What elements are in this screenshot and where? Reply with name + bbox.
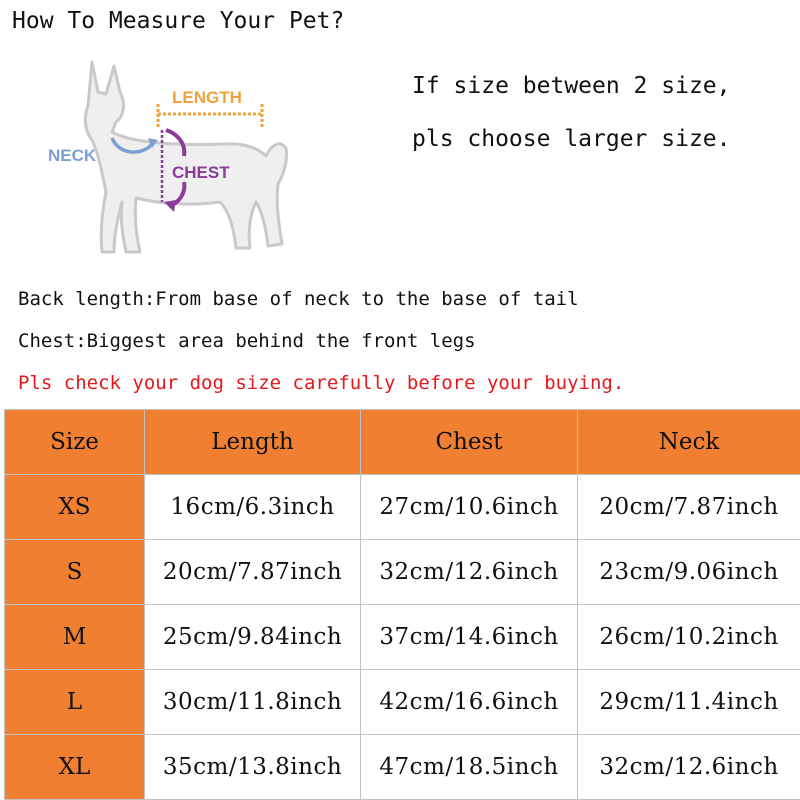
size-cell: XL <box>5 735 145 800</box>
table-row <box>5 540 800 605</box>
chest-cell: 32cm/12.6inch <box>361 540 578 605</box>
chest-cell: 42cm/16.6inch <box>361 670 578 735</box>
neck-cell: 29cm/11.4inch <box>578 670 800 735</box>
header-size: Size <box>5 410 145 475</box>
header-length: Length <box>145 410 361 475</box>
back-length-note: Back length:From base of neck to the base of tail <box>18 288 579 310</box>
header-neck: Neck <box>578 410 800 475</box>
warning-note: Pls check your dog size carefully before your buying. <box>18 372 625 394</box>
length-cell: 16cm/6.3inch <box>145 475 361 540</box>
table-row <box>5 605 800 670</box>
size-cell: L <box>5 670 145 735</box>
page-title: How To Measure Your Pet? <box>12 8 345 34</box>
size-advice-line-1: If size between 2 size, <box>412 73 731 99</box>
table-row <box>5 670 800 735</box>
chest-note: Chest:Biggest area behind the front legs <box>18 330 476 352</box>
length-cell: 20cm/7.87inch <box>145 540 361 605</box>
size-cell: S <box>5 540 145 605</box>
neck-cell: 26cm/10.2inch <box>578 605 800 670</box>
length-label: LENGTH <box>172 88 242 107</box>
neck-cell: 23cm/9.06inch <box>578 540 800 605</box>
neck-label: NECK <box>48 146 97 165</box>
length-cell: 25cm/9.84inch <box>145 605 361 670</box>
size-advice-note <box>412 60 731 166</box>
size-chart-table <box>4 409 800 800</box>
chest-cell: 27cm/10.6inch <box>361 475 578 540</box>
length-cell: 30cm/11.8inch <box>145 670 361 735</box>
size-cell: XS <box>5 475 145 540</box>
header-chest: Chest <box>361 410 578 475</box>
table-row <box>5 735 800 800</box>
table-header-row <box>5 410 800 475</box>
chest-arrowhead <box>164 200 176 212</box>
chest-cell: 37cm/14.6inch <box>361 605 578 670</box>
chest-cell: 47cm/18.5inch <box>361 735 578 800</box>
chest-label: CHEST <box>172 163 230 182</box>
length-cell: 35cm/13.8inch <box>145 735 361 800</box>
size-advice-line-2: pls choose larger size. <box>412 126 731 152</box>
size-cell: M <box>5 605 145 670</box>
dog-measurement-diagram <box>40 52 330 272</box>
neck-cell: 32cm/12.6inch <box>578 735 800 800</box>
table-row <box>5 475 800 540</box>
neck-cell: 20cm/7.87inch <box>578 475 800 540</box>
